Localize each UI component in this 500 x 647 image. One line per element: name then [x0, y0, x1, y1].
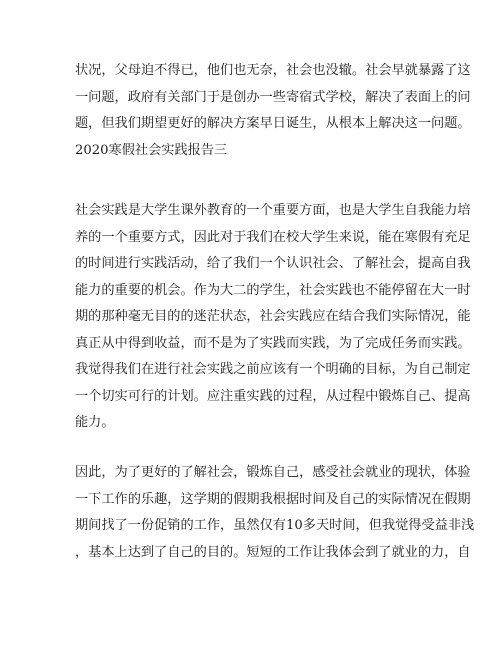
text-line: 一个切实可行的计划。应注重实践的过程，从过程中锻炼自己、提高	[75, 388, 471, 404]
text-line: 我觉得我们在进行社会实践之前应该有一个明确的目标，为自己制定	[75, 362, 471, 377]
text-line: 一下工作的乐趣，这学期的假期我根据时间及自己的实际情况在假期	[75, 491, 471, 507]
paragraph-experience	[75, 460, 475, 566]
paragraph-main	[75, 198, 471, 437]
text-line: 题，但我们期望更好的解决方案早日诞生，从根本上解决这一问题。	[75, 116, 471, 131]
text-line: ，基本上达到了自己的目的。短短的工作让我体会到了就业的力，自	[75, 544, 471, 560]
text-line: 一问题，政府有关部门于是创办一些寄宿式学校，解决了表面上的问	[75, 89, 471, 105]
section-heading: 2020寒假社会实践报告三	[75, 142, 228, 158]
paragraph-intro	[75, 58, 471, 164]
text-line: 因此，为了更好的了解社会，锻炼自己，感受社会就业的现状，体验	[75, 465, 471, 480]
text-line: 社会实践是大学生课外教育的一个重要方面，也是大学生自我能力培	[75, 203, 471, 218]
text-line: 能力的重要的机会。作为大二的学生，社会实践也不能停留在大一时	[75, 282, 471, 298]
text-line: 期间找了一份促销的工作，虽然仅有10多天时间，但我觉得受益非浅	[75, 518, 475, 533]
text-line: 能力。	[75, 415, 115, 430]
text-line: 的时间进行实践活动，给了我们一个认识社会、了解社会，提高自我	[75, 256, 471, 271]
text-line: 真正从中得到收益，而不是为了实践而实践，为了完成任务而实践。	[75, 335, 471, 351]
text-line: 状况，父母迫不得已，他们也无奈，社会也没辙。社会早就暴露了这	[75, 63, 471, 78]
text-line: 养的一个重要方式，因此对于我们在校大学生来说，能在寒假有充足	[75, 229, 471, 245]
text-line: 期的那种毫无目的的迷茫状态，社会实践应在结合我们实际情况，能	[75, 309, 471, 324]
